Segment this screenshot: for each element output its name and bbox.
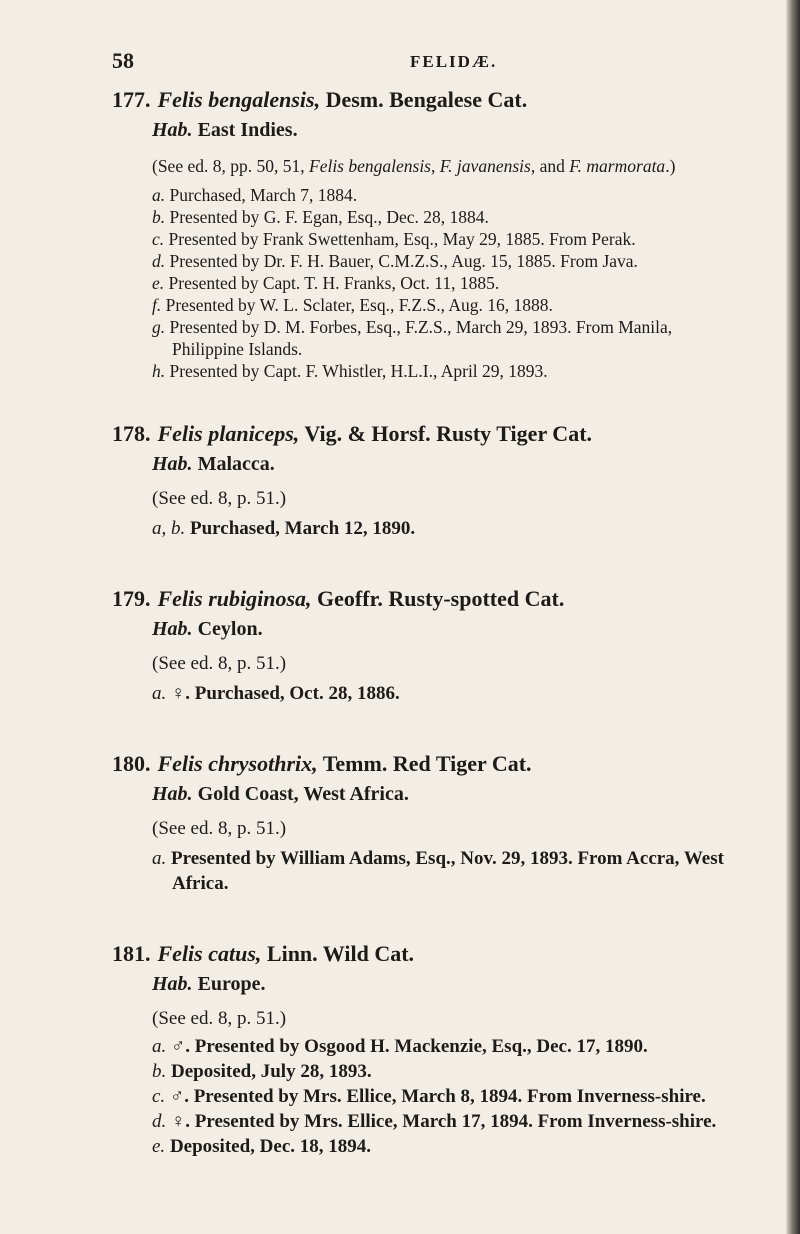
species-number: 179. [112, 586, 151, 611]
species-entry-179 [112, 585, 742, 706]
species-name: Felis catus, [157, 941, 262, 966]
habitat-label: Hab. [152, 783, 193, 805]
species-entry-181 [112, 940, 742, 1159]
specimen-text: Deposited, Dec. 18, 1894. [169, 1136, 371, 1157]
species-author: Geoffr. [317, 586, 383, 611]
species-common-name: Wild Cat. [322, 941, 415, 966]
specimen-entry [152, 1084, 742, 1109]
specimen-entry [152, 1034, 742, 1059]
male-symbol: ♂. [169, 1086, 189, 1107]
specimen-letter: c. [152, 229, 165, 249]
species-name: Felis chrysothrix, [157, 751, 318, 776]
see-reference: (See ed. 8, p. 51.) [152, 653, 287, 674]
specimen-entry [152, 1059, 742, 1084]
see-sep-2: , and [530, 156, 570, 176]
specimen-letter: e. [152, 273, 165, 293]
species-number: 177. [112, 87, 151, 112]
specimen-entry [152, 316, 742, 360]
specimen-text: Presented by Frank Swettenham, Esq., May 29, 1885. From Perak. [168, 229, 636, 249]
habitat-label: Hab. [152, 973, 193, 995]
specimen-letter: a, b. [152, 518, 186, 539]
specimen-list [152, 516, 742, 541]
page-header [0, 48, 790, 78]
see-reference: (See ed. 8, p. 51.) [152, 818, 287, 839]
species-author: Vig. & Horsf. [304, 421, 431, 446]
page-edge-shadow [786, 0, 800, 1234]
specimen-letter: d. [152, 251, 166, 271]
specimen-text: Purchased, Oct. 28, 1886. [194, 683, 400, 704]
specimen-text: Presented by Mrs. Ellice, March 8, 1894. From Inverness-shire. [193, 1086, 706, 1107]
species-entry-180 [112, 750, 742, 896]
see-name-3: F. marmorata [569, 156, 666, 176]
specimen-letter: b. [152, 207, 166, 227]
specimen-entry [152, 1109, 742, 1134]
species-heading [112, 940, 742, 968]
specimen-letter: h. [152, 361, 166, 381]
habitat-label: Hab. [152, 618, 193, 640]
habitat [152, 780, 742, 808]
see-reference [152, 154, 742, 178]
species-author: Temm. [322, 751, 388, 776]
specimen-entry [152, 516, 742, 541]
specimen-text: Presented by William Adams, Esq., Nov. 29, 1893. From Accra, West Africa. [171, 848, 724, 894]
species-number: 178. [112, 421, 151, 446]
specimen-letter: f. [152, 295, 162, 315]
species-common-name: Bengalese Cat. [389, 87, 528, 112]
specimen-entry [152, 360, 742, 382]
specimen-letter: g. [152, 317, 166, 337]
species-name: Felis rubiginosa, [157, 586, 312, 611]
female-symbol: ♀. [171, 683, 190, 704]
see-suffix: .) [665, 156, 676, 176]
habitat [152, 615, 742, 643]
habitat-label: Hab. [152, 453, 193, 475]
species-name: Felis bengalensis, [157, 87, 321, 112]
habitat-value: Gold Coast, West Africa. [197, 783, 409, 805]
specimen-list [152, 681, 742, 706]
specimen-list [152, 846, 742, 896]
specimen-text: Presented by Mrs. Ellice, March 17, 1894. From Inverness-shire. [194, 1111, 717, 1132]
specimen-text: Presented by Dr. F. H. Bauer, C.M.Z.S., Aug. 15, 1885. From Java. [169, 251, 638, 271]
specimen-letter: c. [152, 1086, 166, 1107]
specimen-text: Purchased, March 12, 1890. [190, 518, 416, 539]
specimen-text: Presented by Capt. T. H. Franks, Oct. 11, 1885. [168, 273, 500, 293]
specimen-letter: a. [152, 683, 167, 704]
specimen-text: Deposited, July 28, 1893. [171, 1061, 372, 1082]
specimen-text: Presented by Capt. F. Whistler, H.L.I., April 29, 1893. [169, 361, 548, 381]
specimen-letter: d. [152, 1111, 167, 1132]
species-heading [112, 750, 742, 778]
species-name: Felis planiceps, [157, 421, 300, 446]
species-heading [112, 86, 742, 114]
species-common-name: Rusty Tiger Cat. [436, 421, 593, 446]
species-number: 180. [112, 751, 151, 776]
female-symbol: ♀. [171, 1111, 190, 1132]
species-heading [112, 420, 742, 448]
specimen-letter: e. [152, 1136, 166, 1157]
specimen-entry [152, 294, 742, 316]
specimen-letter: a. [152, 848, 167, 869]
specimen-entry [152, 681, 742, 706]
see-name-1: Felis bengalensis [309, 156, 431, 176]
species-author: Desm. [325, 87, 384, 112]
specimen-entry [152, 250, 742, 272]
specimen-text: Presented by D. M. Forbes, Esq., F.Z.S., March 29, 1893. From Manila, Philippine Islands. [169, 317, 673, 359]
specimen-text: Purchased, March 7, 1884. [169, 185, 358, 205]
specimen-entry [152, 206, 742, 228]
habitat-value: Malacca. [197, 453, 275, 475]
species-number: 181. [112, 941, 151, 966]
running-title: FELIDÆ. [410, 52, 498, 71]
see-sep-1: , [431, 156, 440, 176]
habitat [152, 116, 742, 144]
specimen-entry [152, 228, 742, 250]
species-common-name: Rusty-spotted Cat. [388, 586, 565, 611]
habitat-value: East Indies. [197, 119, 298, 141]
specimen-letter: a. [152, 1036, 167, 1057]
see-reference: (See ed. 8, p. 51.) [152, 1008, 287, 1029]
specimen-letter: b. [152, 1061, 167, 1082]
male-symbol: ♂. [171, 1036, 190, 1057]
specimen-text: Presented by W. L. Sclater, Esq., F.Z.S., Aug. 16, 1888. [165, 295, 553, 315]
species-entry-177 [112, 86, 742, 382]
species-entry-178 [112, 420, 742, 541]
species-author: Linn. [266, 941, 318, 966]
specimen-letter: a. [152, 185, 166, 205]
specimen-list [152, 184, 742, 382]
specimen-text: Presented by Osgood H. Mackenzie, Esq., Dec. 17, 1890. [194, 1036, 648, 1057]
page-number: 58 [112, 48, 134, 73]
see-name-2: F. javanensis [439, 156, 531, 176]
species-heading [112, 585, 742, 613]
habitat-label: Hab. [152, 119, 193, 141]
specimen-entry [152, 184, 742, 206]
specimen-entry [152, 846, 742, 896]
see-prefix: (See ed. 8, pp. 50, 51, [152, 156, 309, 176]
specimen-text: Presented by G. F. Egan, Esq., Dec. 28, 1884. [169, 207, 489, 227]
species-common-name: Red Tiger Cat. [392, 751, 532, 776]
habitat-value: Ceylon. [197, 618, 263, 640]
see-reference: (See ed. 8, p. 51.) [152, 488, 287, 509]
habitat [152, 970, 742, 998]
specimen-list [152, 1034, 742, 1159]
specimen-entry [152, 1134, 742, 1159]
specimen-entry [152, 272, 742, 294]
habitat [152, 450, 742, 478]
habitat-value: Europe. [197, 973, 266, 995]
